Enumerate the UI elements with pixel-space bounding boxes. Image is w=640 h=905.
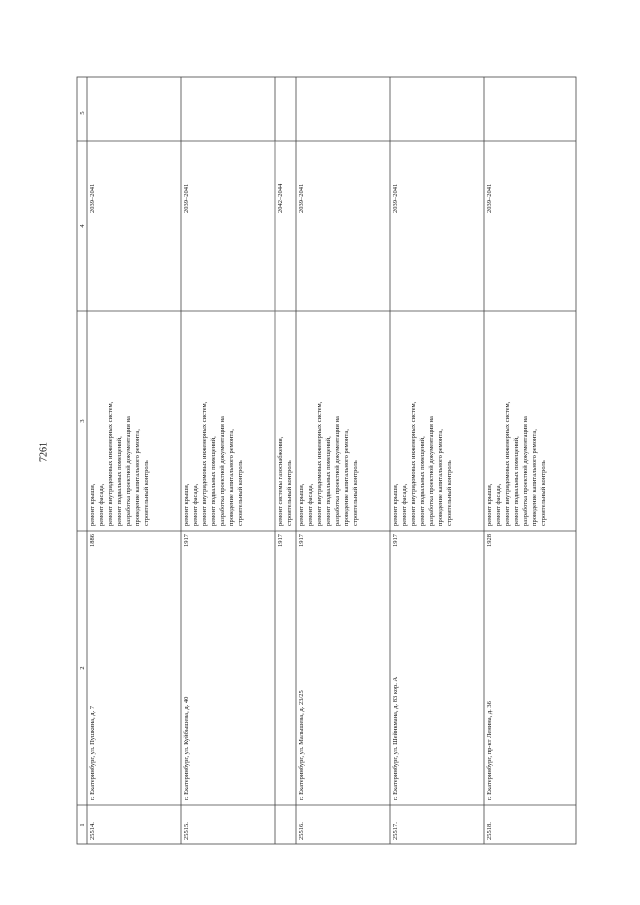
work-line: ремонт фасада, [192,483,199,526]
repair-period: 2039–2041 [298,183,305,213]
work-line: ремонт фасада, [98,483,105,526]
work-line: ремонт подвальных помещений, [210,436,217,526]
work-line: проведение капитального ремонта, [531,429,538,526]
table-header [79,111,86,826]
work-line: ремонт внутридомовых инженерных систем, [107,401,114,526]
construction-year: 1917 [277,534,284,547]
row-number: 25518. [486,822,493,840]
works-list [392,401,453,526]
work-line: строительный контроль [143,460,150,526]
address: г. Екатеринбург, ул. Куйбышева, д. 40 [183,696,190,800]
row-number: 25515. [183,822,190,840]
address: г. Екатеринбург, ул. Пушкина, д. 7 [89,705,96,800]
work-line: ремонт фасада, [307,483,314,526]
work-line: ремонт подвальных помещений, [513,436,520,526]
work-line: проведение капитального ремонта, [343,429,350,526]
header-col-5: 5 [79,111,86,115]
address: г. Екатеринбург, ул. Шейнкмана, д. 83 кор. А [392,676,399,800]
work-line: ремонт фасада, [401,483,408,526]
row-number: 25516. [298,822,305,840]
work-line: ремонт крыши, [298,483,305,526]
page-number: 7261 [38,442,50,462]
work-line: ремонт фасада, [495,483,502,526]
work-line: строительный контроль [446,460,453,526]
table-row [486,184,547,840]
work-line: строительный контроль [352,460,359,526]
work-line: ремонт крыши, [392,483,399,526]
construction-year: 1917 [298,534,305,547]
work-line: ремонт крыши, [183,483,190,526]
table-row [89,184,150,840]
work-line: ремонт крыши, [486,483,493,526]
construction-year: 1917 [392,534,399,547]
table-row [392,184,453,840]
work-line: ремонт крыши, [89,483,96,526]
work-line: ремонт внутридомовых инженерных систем, [410,401,417,526]
work-line: ремонт подвальных помещений, [116,436,123,526]
header-col-2: 2 [79,666,86,670]
work-line: ремонт внутридомовых инженерных систем, [201,401,208,526]
work-line: разработка проектной документации на [125,416,132,526]
repair-period: 2039–2041 [486,183,493,213]
work-line: проведение капитального ремонта, [437,429,444,526]
row-number: 25517. [392,822,399,840]
work-line: разработка проектной документации на [522,416,529,526]
work-line: ремонт внутридомовых инженерных систем, [504,401,511,526]
table-row [183,184,244,840]
header-col-4: 4 [79,224,86,228]
work-line: ремонт подвальных помещений, [325,436,332,526]
works-list [277,436,293,526]
work-line: проведение капитального ремонта, [228,429,235,526]
repair-period: 2039–2041 [392,183,399,213]
repair-period: 2042–2044 [277,183,284,213]
row-number: 25514. [89,822,96,840]
work-line: разработка проектной документации на [219,416,226,526]
repair-period: 2039–2041 [89,183,96,213]
repair-period: 2039–2041 [183,183,190,213]
work-line: разработка проектной документации на [334,416,341,526]
works-list [298,401,359,526]
work-line: строительный контроль [286,460,293,526]
works-list [183,401,244,526]
works-list [486,401,547,526]
header-col-1: 1 [79,823,86,827]
construction-year: 1917 [183,534,190,547]
construction-year: 1886 [89,534,96,547]
work-line: разработка проектной документации на [428,416,435,526]
table-subrow [277,183,293,547]
work-line: строительный контроль [237,460,244,526]
work-line: ремонт системы газоснабжения, [277,436,284,526]
work-line: ремонт подвальных помещений, [419,436,426,526]
address: г. Екатеринбург, пр-кт Ленина, д. 36 [486,701,493,800]
work-line: проведение капитального ремонта, [134,429,141,526]
address: г. Екатеринбург, ул. Малышева, д. 23/25 [298,690,305,800]
work-line: ремонт внутридомовых инженерных систем, [316,401,323,526]
works-list [89,401,150,526]
header-col-3: 3 [79,419,86,423]
work-line: строительный контроль [540,460,547,526]
construction-year: 1928 [486,534,493,547]
table-row [298,184,359,840]
